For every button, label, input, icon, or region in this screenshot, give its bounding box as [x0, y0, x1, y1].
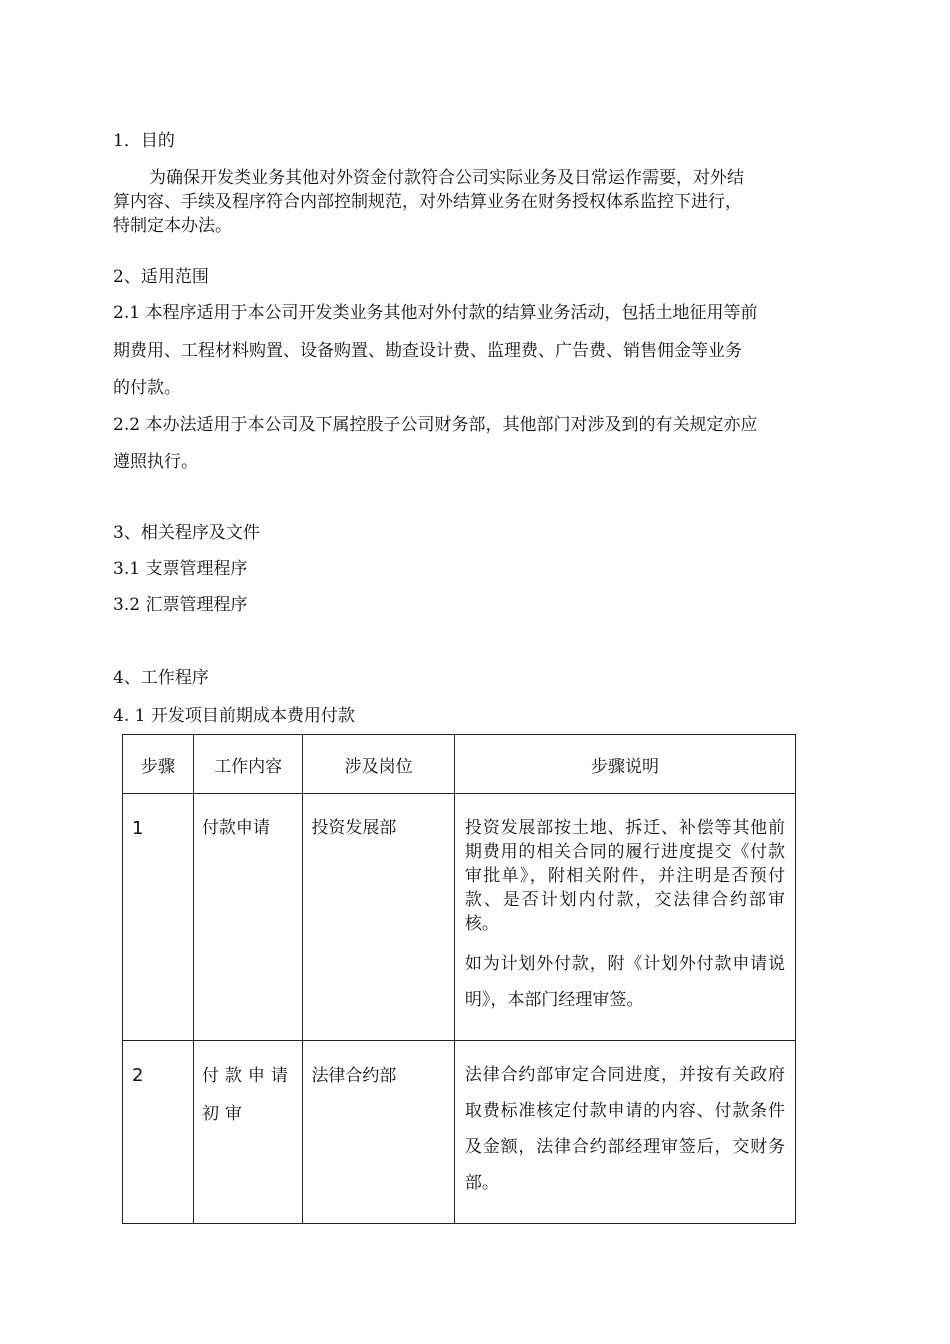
section-2-2-line: 2.2 本办法适用于本公司及下属控股子公司财务部，其他部门对涉及到的有关规定亦应 — [113, 415, 758, 435]
description-paragraph: 投资发展部按土地、拆迁、补偿等其他前期费用的相关合同的履行进度提交《付款审批单》，附相关附件，并注明是否预付款、是否计划内付款，交法律合约部审核。 — [464, 818, 785, 934]
table-row — [123, 794, 796, 1041]
section-1-paragraph-line: 为确保开发类业务其他对外资金付款符合公司实际业务及日常运作需要，对外结 — [149, 168, 744, 188]
post: 法律合约部 — [303, 1041, 454, 1224]
section-2-1-line: 2.1 本程序适用于本公司开发类业务其他对外付款的结算业务活动，包括土地征用等前 — [113, 303, 758, 323]
description-paragraph: 如为计划外付款，附《计划外付款申请说明》，本部门经理审签。 — [464, 954, 785, 1010]
section-3-item: 3.2 汇票管理程序 — [113, 595, 248, 615]
section-1-heading: 1．目的 — [113, 131, 175, 151]
section-2-heading: 2、适用范围 — [113, 267, 209, 287]
section-4-heading: 4、工作程序 — [113, 668, 209, 688]
section-1-paragraph-line: 特制定本办法。 — [113, 216, 232, 236]
table-row — [123, 1041, 796, 1224]
step-description — [454, 1041, 795, 1224]
section-2-1-line: 期费用、工程材料购置、设备购置、勘查设计费、监理费、广告费、销售佣金等业务 — [113, 341, 742, 361]
section-3-item: 3.1 支票管理程序 — [113, 559, 248, 579]
step-description — [454, 794, 795, 1041]
step-number: 2 — [123, 1041, 194, 1224]
section-3-heading: 3、相关程序及文件 — [113, 523, 260, 543]
description-paragraph: 法律合约部审定合同进度，并按有关政府取费标准核定付款申请的内容、付款条件及金额，法律合约部经理审签后，交财务部。 — [464, 1065, 785, 1193]
work-content: 付款申请 — [193, 794, 303, 1041]
section-2-2-line: 遵照执行。 — [113, 452, 198, 472]
work-content: 付款申请初审 — [193, 1041, 303, 1224]
header-step-description: 步骤说明 — [454, 735, 795, 794]
step-number: 1 — [123, 794, 194, 1041]
procedure-table — [122, 734, 796, 1224]
section-2-1-line: 的付款。 — [113, 378, 181, 398]
header-work-content: 工作内容 — [193, 735, 303, 794]
section-1-paragraph-line: 算内容、手续及程序符合内部控制规范，对外结算业务在财务授权体系监控下进行， — [113, 192, 742, 212]
table-header-row — [123, 735, 796, 794]
header-post: 涉及岗位 — [303, 735, 454, 794]
header-step: 步骤 — [123, 735, 194, 794]
section-4-1-subheading: 4. 1 开发项目前期成本费用付款 — [113, 706, 355, 726]
post: 投资发展部 — [303, 794, 454, 1041]
